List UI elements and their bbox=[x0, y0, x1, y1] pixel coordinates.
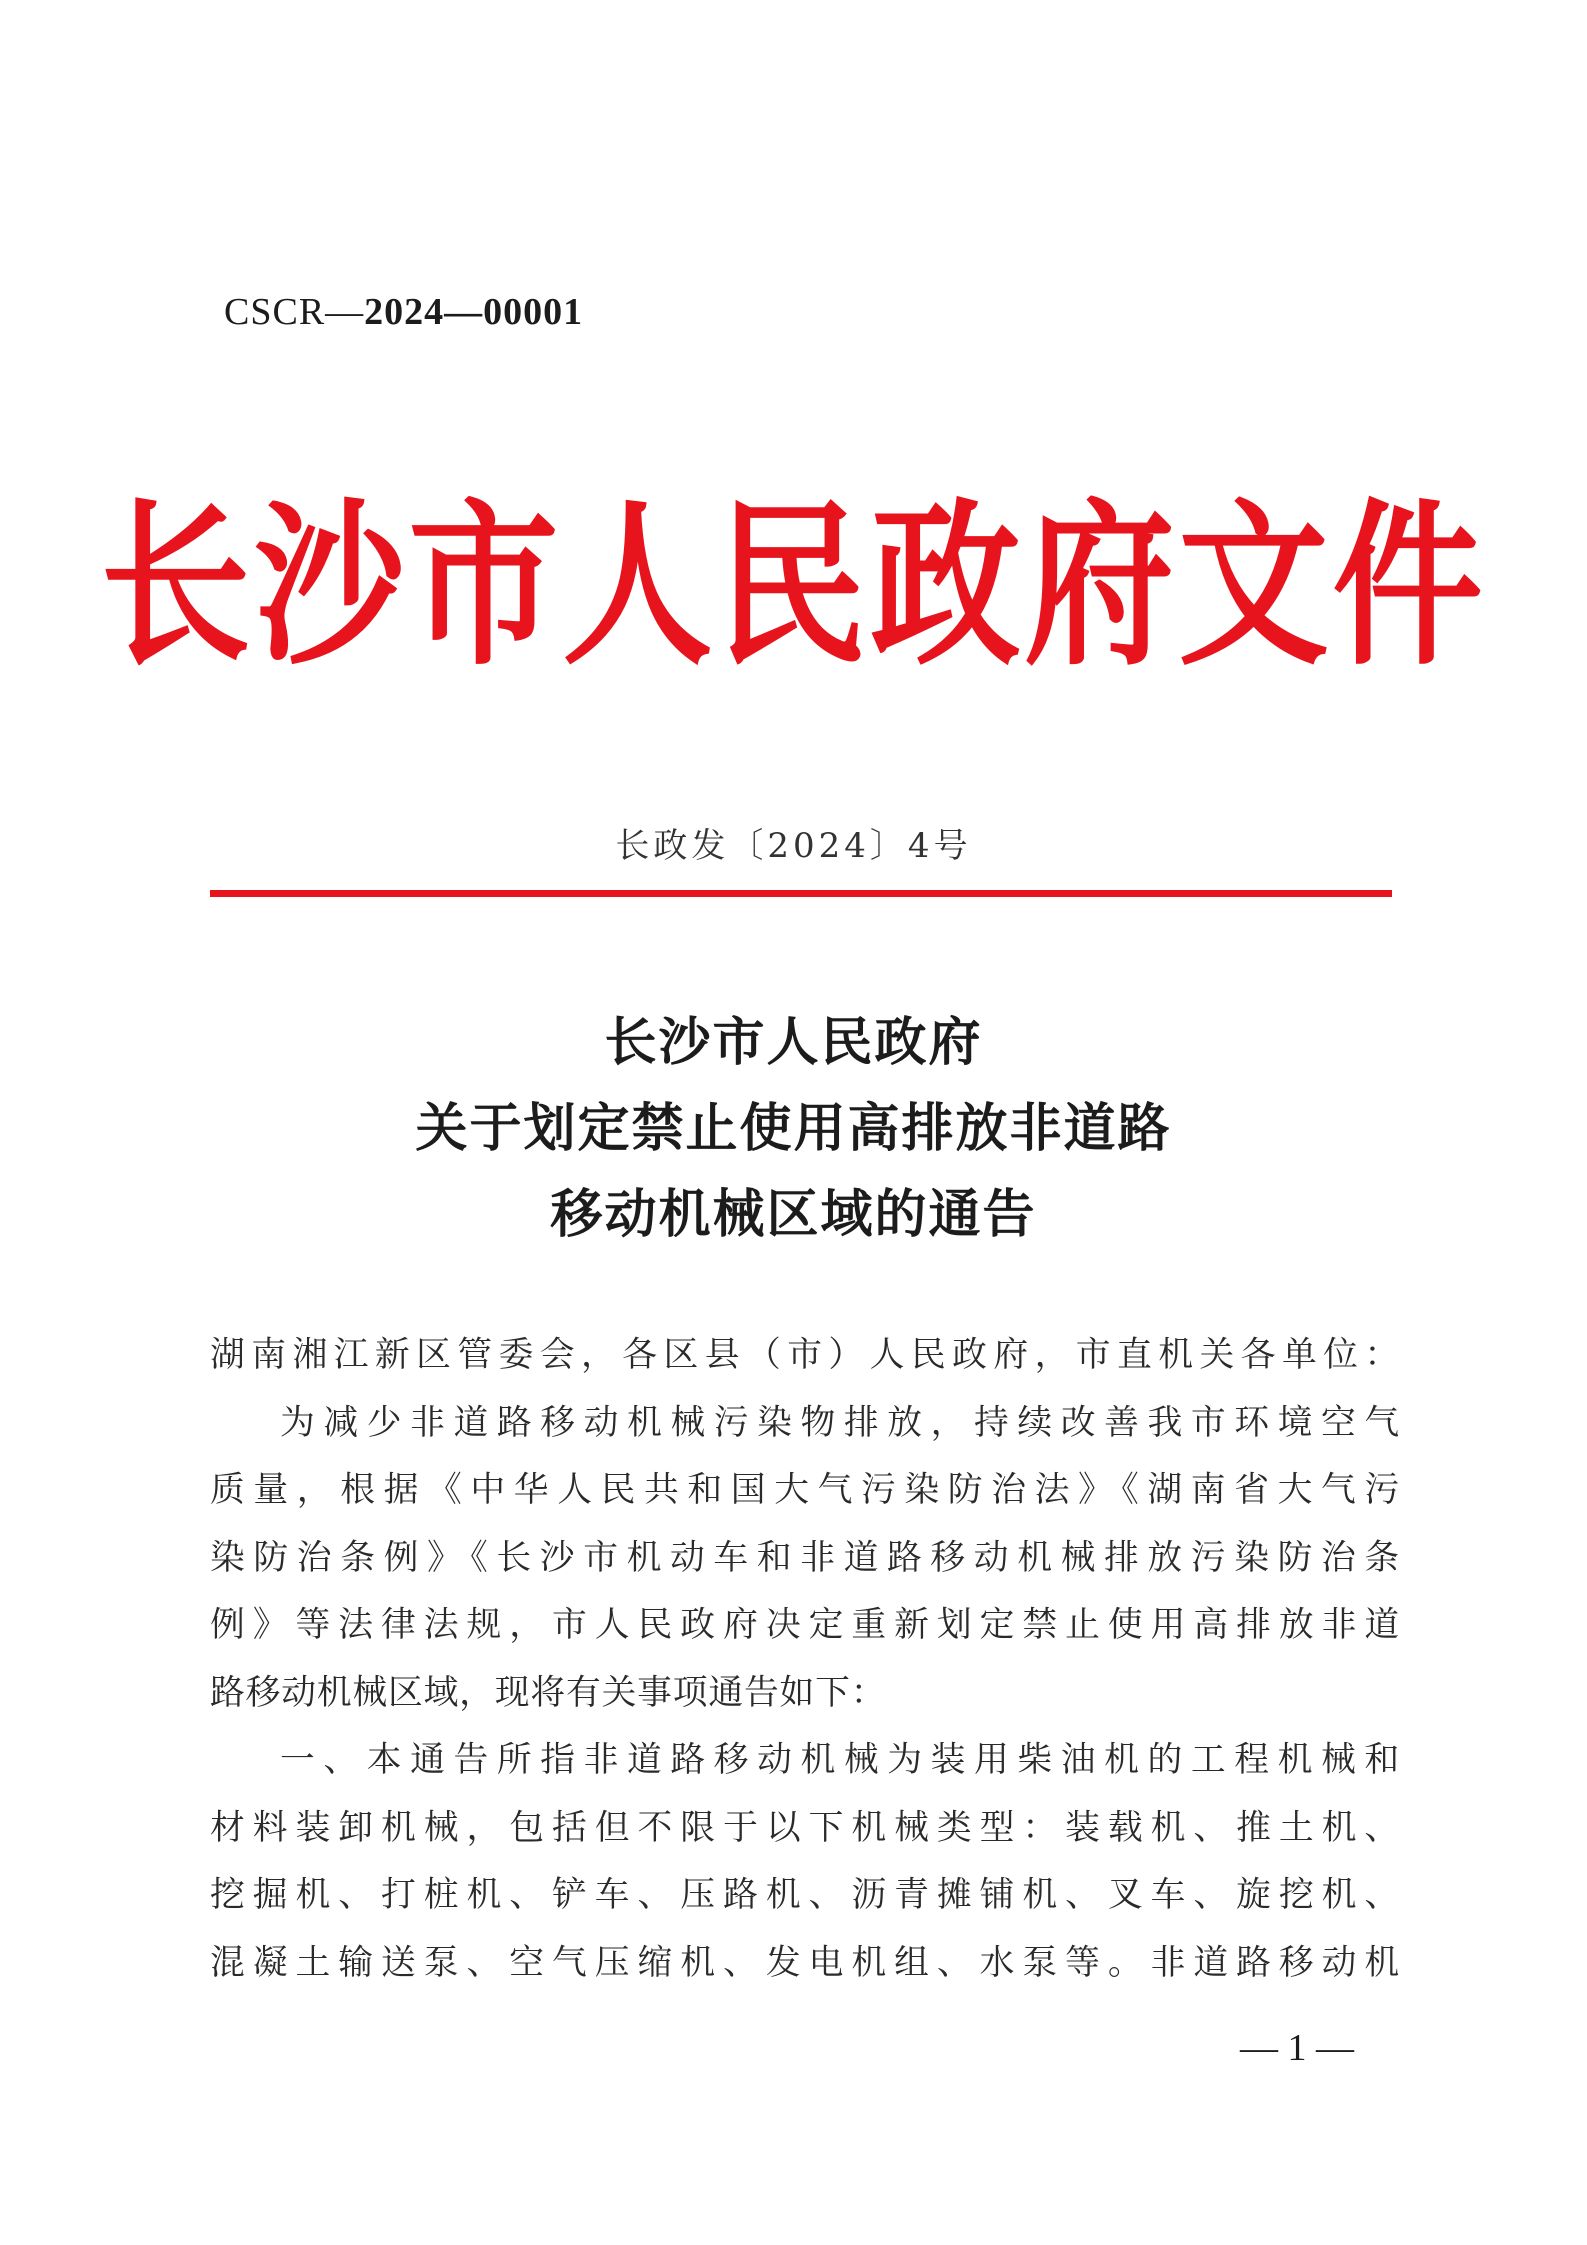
document-number: 长政发〔2024〕4号 bbox=[615, 826, 972, 866]
body-line: 混凝土输送泵、空气压缩机、发电机组、水泵等。非道路移动机 bbox=[210, 1942, 1400, 1983]
body-line: 例》等法律法规，市人民政府决定重新划定禁止使用高排放非道 bbox=[210, 1605, 1400, 1645]
body-line: 质量，根据《中华人民共和国大气污染防治法》《湖南省大气污 bbox=[210, 1470, 1400, 1510]
body-line: 路移动机械区域，现将有关事项通告如下： bbox=[210, 1672, 887, 1713]
body-line: 染防治条例》《长沙市机动车和非道路移动机械排放污染防治条 bbox=[210, 1537, 1400, 1578]
body-line: 一、本通告所指非道路移动机械为装用柴油机的工程机械和 bbox=[280, 1740, 1400, 1780]
body-line: 挖掘机、打桩机、铲车、压路机、沥青摊铺机、叉车、旋挖机、 bbox=[210, 1875, 1400, 1915]
notice-title-line: 长沙市人民政府 bbox=[604, 1012, 983, 1073]
notice-title-line: 关于划定禁止使用高排放非道路 bbox=[415, 1098, 1172, 1159]
document-code-number: 2024—00001 bbox=[364, 291, 584, 333]
page-number: — 1 — bbox=[1240, 2027, 1354, 2069]
document-code-prefix: CSCR— bbox=[224, 291, 365, 333]
notice-title bbox=[0, 1000, 1587, 1258]
red-divider-line bbox=[210, 890, 1392, 897]
document-code bbox=[224, 290, 583, 334]
body-line: 为减少非道路移动机械污染物排放，持续改善我市环境空气 bbox=[280, 1402, 1400, 1443]
body-line: 材料装卸机械，包括但不限于以下机械类型：装载机、推土机、 bbox=[210, 1807, 1400, 1848]
notice-title-line: 移动机械区域的通告 bbox=[550, 1184, 1037, 1245]
salutation: 湖南湘江新区管委会，各区县（市）人民政府，市直机关各单位： bbox=[210, 1335, 1400, 1375]
masthead-title: 长沙市人民政府文件 bbox=[100, 482, 1487, 690]
notice-body bbox=[210, 1322, 1400, 1997]
